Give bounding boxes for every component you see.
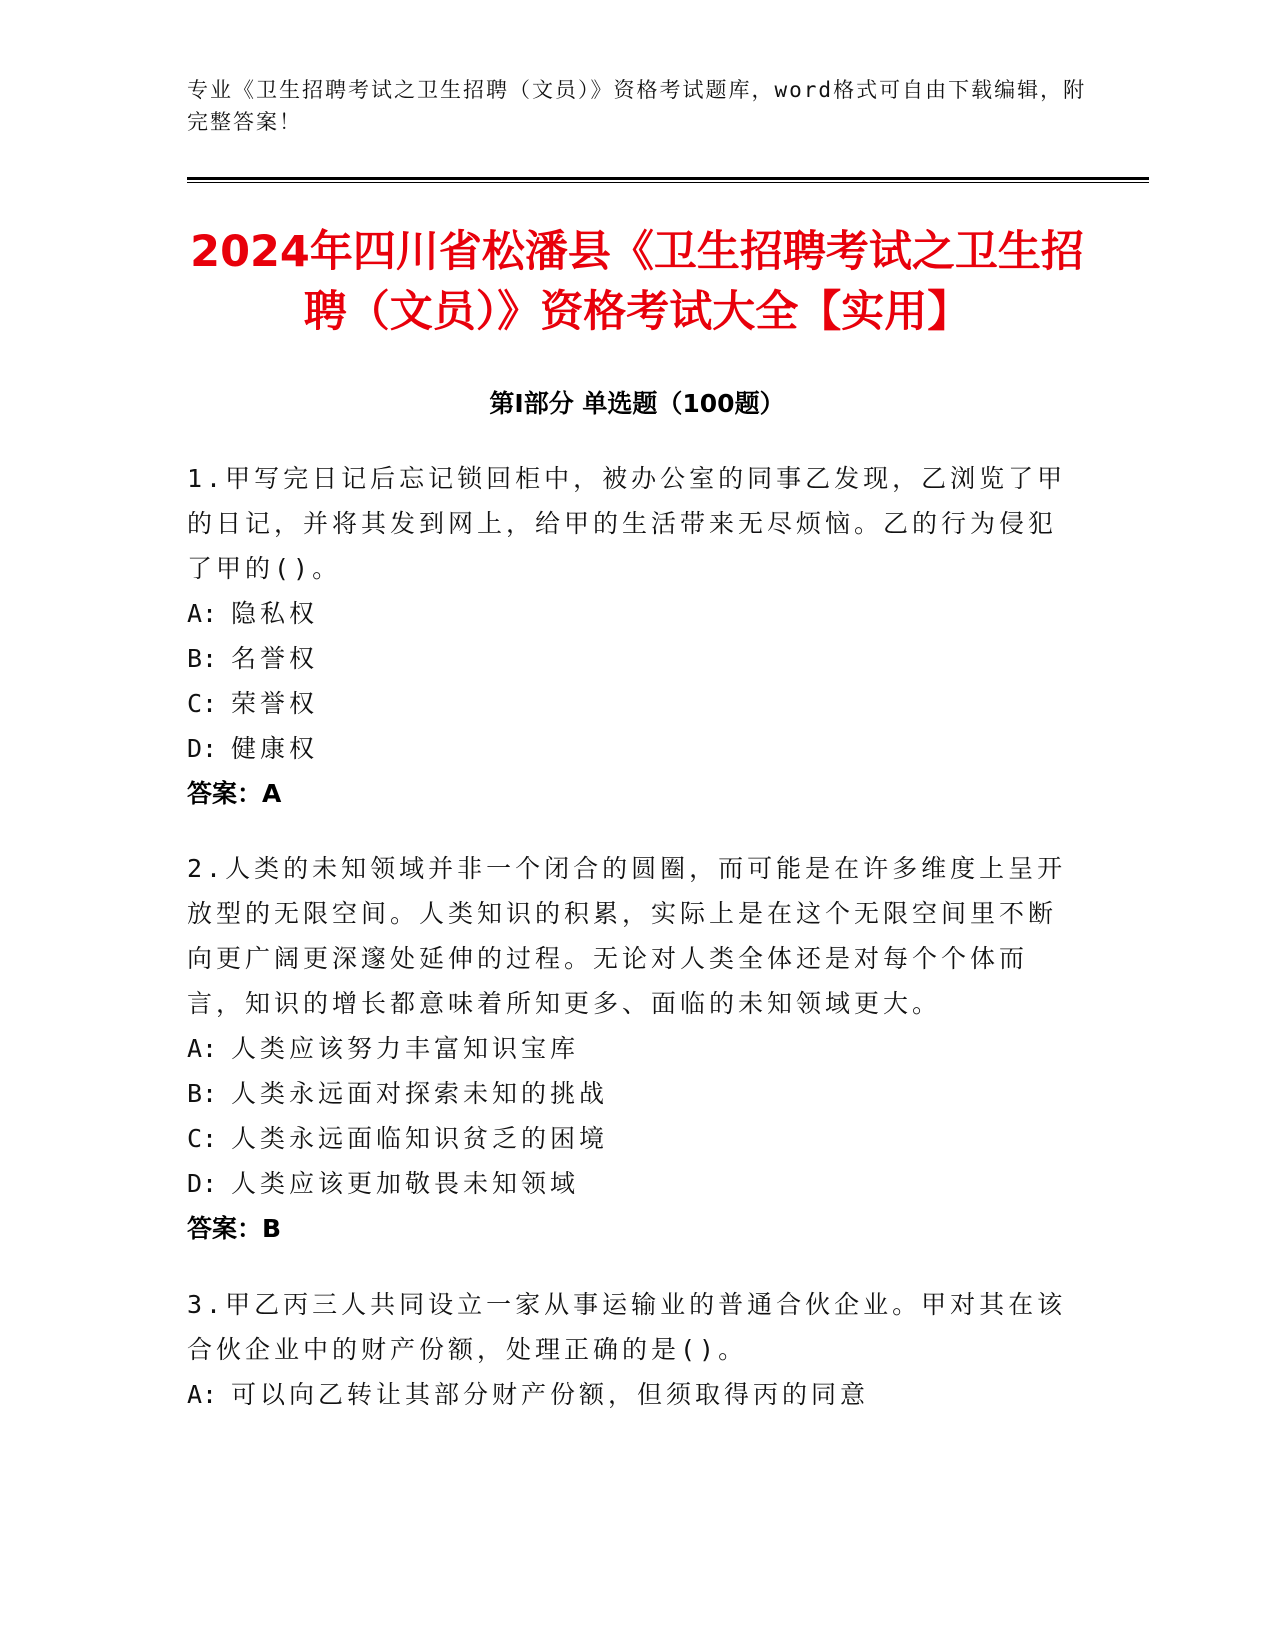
option-key: B: bbox=[187, 644, 218, 673]
header-rule-thick bbox=[187, 177, 1149, 180]
question-stem: 1.甲写完日记后忘记锁回柜中，被办公室的同事乙发现，乙浏览了甲的日记，并将其发到网上，给甲的生活带来无尽烦恼。乙的行为侵犯了甲的()。 bbox=[187, 464, 1067, 583]
option-text: 可以向乙转让其部分财产份额，但须取得丙的同意 bbox=[231, 1380, 870, 1409]
option-a bbox=[187, 591, 1067, 636]
option-c bbox=[187, 681, 1067, 726]
option-text: 荣誉权 bbox=[231, 689, 319, 718]
question-2 bbox=[187, 846, 1067, 1251]
question-3 bbox=[187, 1282, 1067, 1417]
header-note: 专业《卫生招聘考试之卫生招聘（文员）》资格考试题库，word格式可自由下载编辑，附完整答案！ bbox=[187, 78, 1087, 134]
answer: 答案：B bbox=[187, 1214, 282, 1243]
option-text: 名誉权 bbox=[231, 644, 319, 673]
option-key: C: bbox=[187, 1124, 218, 1153]
header-rule-thin bbox=[187, 182, 1149, 183]
option-key: C: bbox=[187, 689, 218, 718]
option-key: D: bbox=[187, 1169, 218, 1198]
question-stem: 3.甲乙丙三人共同设立一家从事运输业的普通合伙企业。甲对其在该合伙企业中的财产份额，处理正确的是()。 bbox=[187, 1290, 1067, 1364]
option-b bbox=[187, 636, 1067, 681]
question-stem: 2.人类的未知领域并非一个闭合的圆圈，而可能是在许多维度上呈开放型的无限空间。人类知识的积累，实际上是在这个无限空间里不断向更广阔更深邃处延伸的过程。无论对人类全体还是对每个个体而言，知识的增长都意味着所知更多、面临的未知领域更大。 bbox=[187, 854, 1067, 1018]
option-b bbox=[187, 1071, 1067, 1116]
option-d bbox=[187, 726, 1067, 771]
answer: 答案：A bbox=[187, 779, 282, 808]
option-key: D: bbox=[187, 734, 218, 763]
option-key: A: bbox=[187, 1034, 218, 1063]
option-text: 人类应该更加敬畏未知领域 bbox=[231, 1169, 580, 1198]
option-text: 人类永远面临知识贫乏的困境 bbox=[231, 1124, 609, 1153]
option-text: 人类应该努力丰富知识宝库 bbox=[231, 1034, 580, 1063]
section-heading: 第I部分 单选题（100题） bbox=[489, 389, 785, 418]
option-a bbox=[187, 1026, 1067, 1071]
question-1 bbox=[187, 456, 1067, 816]
option-key: A: bbox=[187, 599, 218, 628]
document-title: 2024年四川省松潘县《卫生招聘考试之卫生招聘（文员）》资格考试大全【实用】 bbox=[190, 227, 1084, 337]
option-a bbox=[187, 1372, 1067, 1417]
option-key: A: bbox=[187, 1380, 218, 1409]
option-key: B: bbox=[187, 1079, 218, 1108]
option-text: 健康权 bbox=[231, 734, 319, 763]
option-text: 隐私权 bbox=[231, 599, 319, 628]
option-text: 人类永远面对探索未知的挑战 bbox=[231, 1079, 609, 1108]
option-c bbox=[187, 1116, 1067, 1161]
option-d bbox=[187, 1161, 1067, 1206]
